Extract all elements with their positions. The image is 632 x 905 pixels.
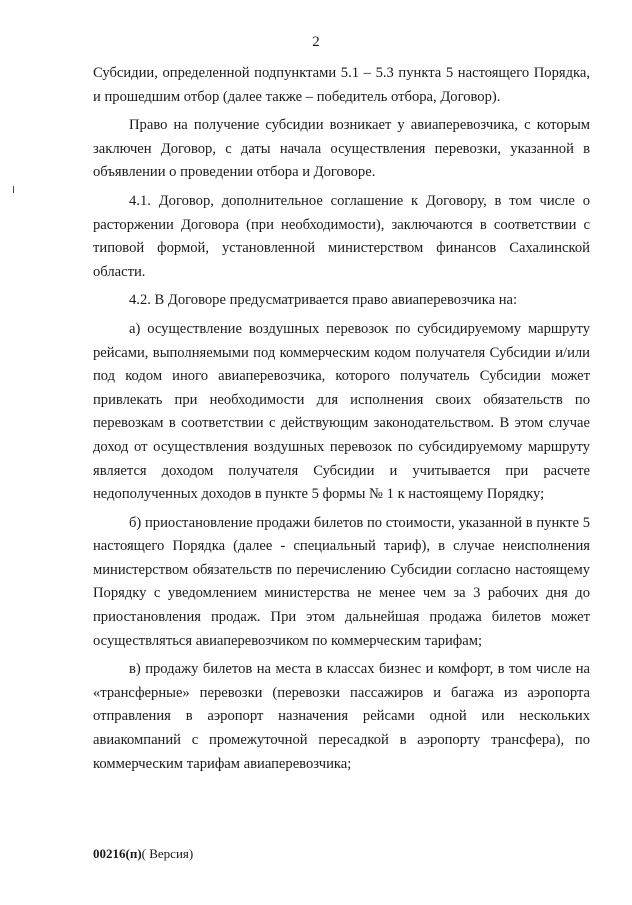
paragraph-subsidy-right: Право на получение субсидии возникает у авиаперевозчика, с которым заключен Договор, с даты начала осуществления перевозки, указанной в объявлении о проведении отбора и Договоре. <box>93 117 590 181</box>
paragraph-continuation: Субсидии, определенной подпунктами 5.1 – 5.3 пункта 5 настоящего Порядка, и прошедшим отбор (далее также – победитель отбора, Договор). <box>93 65 590 105</box>
document-code: 00216(п) <box>93 846 142 861</box>
document-body <box>93 62 590 781</box>
document-version: ( Версия) <box>141 846 194 861</box>
margin-scan-mark <box>13 186 14 193</box>
paragraph-4-2-b: б) приостановление продажи билетов по стоимости, указанной в пункте 5 настоящего Порядка (далее - специальный тариф), в случае неисполнения министерством обязательств по перечислению Субсидии согласно настоящему Порядку с уведомлением министерства не менее чем за 3 рабочих дня до приостановления продаж. При этом дальнейшая продажа билетов может осуществляться авиаперевозчиком по коммерческим тарифам; <box>93 514 590 649</box>
page-number: 2 <box>312 34 320 50</box>
paragraph-4-2: 4.2. В Договоре предусматривается право авиаперевозчика на: <box>129 292 518 309</box>
paragraph-4-1: 4.1. Договор, дополнительное соглашение к Договору, в том числе о расторжении Договора (при необходимости), заключаются в соответствии с типовой формой, установленной министерством финансов Сахалинской области. <box>93 192 590 280</box>
paragraph-4-2-v: в) продажу билетов на места в классах бизнес и комфорт, в том числе на «трансферные» перевозки (перевозки пассажиров и багажа из аэропорта отправления в аэропорт назначения рейсами одной или нескольких авиакомпаний с промежуточной пересадкой в аэропорту трансфера), по коммерческим тарифам авиаперевозчика; <box>93 661 590 772</box>
paragraph-4-2-a: а) осуществление воздушных перевозок по субсидируемому маршруту рейсами, выполняемыми под коммерческим кодом получателя Субсидии и/или под кодом иного авиаперевозчика, которого получатель Субсидии может привлекать при необходимости для исполнения своих обязательств по перевозкам в соответствии с действующим законодательством. В этом случае доход от осуществления воздушных перевозок по субсидируемому маршруту является доходом получателя Субсидии и учитывается при расчете недополученных доходов в пункте 5 формы № 1 к настоящему Порядку; <box>93 320 590 503</box>
document-footer <box>93 846 193 862</box>
